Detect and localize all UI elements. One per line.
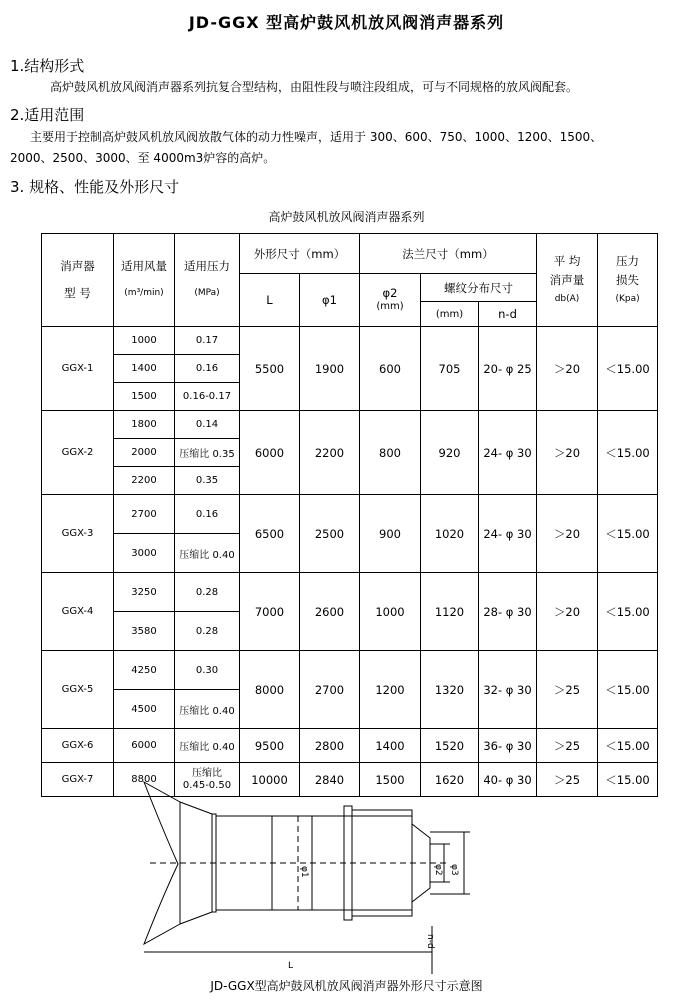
cell-pressure: 0.16 [175,355,240,383]
cell-flow: 2700 [114,495,175,534]
cell-nd: 40- φ 30 [479,763,537,797]
cell-pressure: 0.14 [175,411,240,439]
cell-pressure: 压缩比 0.45-0.50 [175,763,240,797]
document-title: JD-GGX 型高炉鼓风机放风阀消声器系列 [188,13,505,32]
cell-avg: ＞25 [537,729,598,763]
cell-flow: 4500 [114,690,175,729]
cell-flow: 6000 [114,729,175,763]
cell-pressure: 0.35 [175,467,240,495]
header-pressure-loss: 压力 损失 (Kpa) [598,234,658,327]
header-bolt-mm: (mm) [421,302,479,327]
section-1-heading: 1.结构形式 [10,57,85,75]
table-row [42,729,658,763]
cell-phi1: 2840 [300,763,360,797]
table-row [42,651,658,690]
cell-L: 8000 [240,651,300,729]
cell-flow: 3580 [114,612,175,651]
cell-loss: ＜15.00 [598,327,658,411]
cell-L: 10000 [240,763,300,797]
cell-phi1: 2200 [300,411,360,495]
cell-pressure: 0.30 [175,651,240,690]
cell-flow: 1000 [114,327,175,355]
cell-phi2: 600 [360,327,421,411]
cell-avg: ＞20 [537,411,598,495]
label-L: L [288,961,294,971]
diagram-caption: JD-GGX型高炉鼓风机放风阀消声器外形尺寸示意图 [210,979,483,993]
cell-loss: ＜15.00 [598,651,658,729]
cell-L: 9500 [240,729,300,763]
header-pressure: 适用压力 (MPa) [175,234,240,327]
cell-loss: ＜15.00 [598,495,658,573]
cell-L: 6000 [240,411,300,495]
cell-phi2: 1400 [360,729,421,763]
header-flange-dimensions: 法兰尺寸（mm） [360,234,537,274]
cell-avg: ＞25 [537,763,598,797]
cell-loss: ＜15.00 [598,411,658,495]
cell-flow: 3000 [114,534,175,573]
cell-flow: 2000 [114,439,175,467]
cell-nd: 24- φ 30 [479,495,537,573]
table-row [42,411,658,439]
cell-avg: ＞20 [537,573,598,651]
cell-model: GGX-1 [42,327,114,411]
header-phi2: φ2 (mm) [360,274,421,327]
cell-bolt: 1120 [421,573,479,651]
section-2-heading: 2.适用范围 [10,106,85,124]
cell-avg: ＞25 [537,651,598,729]
cell-phi1: 2600 [300,573,360,651]
cell-L: 5500 [240,327,300,411]
header-phi1: φ1 [300,274,360,327]
cell-pressure: 0.16-0.17 [175,383,240,411]
cell-phi2: 1500 [360,763,421,797]
cell-phi2: 1000 [360,573,421,651]
cell-phi1: 2800 [300,729,360,763]
cell-model: GGX-6 [42,729,114,763]
section-3-heading: 3. 规格、性能及外形尺寸 [10,178,180,196]
cell-L: 6500 [240,495,300,573]
cell-phi1: 2500 [300,495,360,573]
cell-flow: 2200 [114,467,175,495]
table-row [42,495,658,534]
cell-model: GGX-2 [42,411,114,495]
cell-pressure: 压缩比 0.40 [175,534,240,573]
cell-bolt: 1320 [421,651,479,729]
header-nd: n-d [479,302,537,327]
header-flow: 适用风量 (m³/min) [114,234,175,327]
label-phi3: φ3 [449,864,459,876]
cell-flow: 3250 [114,573,175,612]
section-2-text-line1: 主要用于控制高炉鼓风机放风阀放散气体的动力性噪声，适用于 300、600、750、1000、1200、1500、 [30,130,603,144]
cell-nd: 20- φ 25 [479,327,537,411]
table-row [42,327,658,355]
cell-pressure: 压缩比 0.40 [175,690,240,729]
cell-bolt: 1620 [421,763,479,797]
cell-bolt: 705 [421,327,479,411]
cell-nd: 36- φ 30 [479,729,537,763]
cell-pressure: 0.17 [175,327,240,355]
cell-loss: ＜15.00 [598,763,658,797]
header-avg-attenuation: 平 均 消声量 db(A) [537,234,598,327]
cell-L: 7000 [240,573,300,651]
cell-phi2: 900 [360,495,421,573]
cell-flow: 4250 [114,651,175,690]
cell-phi1: 2700 [300,651,360,729]
cell-model: GGX-3 [42,495,114,573]
label-phi2: φ2 [433,864,443,876]
table-caption: 高炉鼓风机放风阀消声器系列 [268,210,425,224]
cell-model: GGX-5 [42,651,114,729]
cell-bolt: 920 [421,411,479,495]
cell-nd: 24- φ 30 [479,411,537,495]
spec-table-body [42,327,658,797]
cell-phi2: 1200 [360,651,421,729]
spec-table [41,233,658,797]
cell-bolt: 1520 [421,729,479,763]
cell-avg: ＞20 [537,495,598,573]
cell-nd: 28- φ 30 [479,573,537,651]
section-2-text-line2: 2000、2500、3000、至 4000m3炉容的高炉。 [10,151,276,165]
label-nd: n-d [425,934,435,949]
cell-pressure: 0.28 [175,573,240,612]
header-outer-dimensions: 外形尺寸（mm） [240,234,360,274]
cell-pressure: 压缩比 0.40 [175,729,240,763]
cell-loss: ＜15.00 [598,729,658,763]
cell-loss: ＜15.00 [598,573,658,651]
cell-flow: 1800 [114,411,175,439]
cell-nd: 32- φ 30 [479,651,537,729]
cell-flow: 1500 [114,383,175,411]
cell-pressure: 0.16 [175,495,240,534]
cell-flow: 1400 [114,355,175,383]
cell-flow: 8800 [114,763,175,797]
cell-phi1: 1900 [300,327,360,411]
cell-phi2: 800 [360,411,421,495]
cell-pressure: 压缩比 0.35 [175,439,240,467]
cell-avg: ＞20 [537,327,598,411]
silencer-outline-drawing [130,776,530,976]
table-row [42,573,658,612]
header-model: 消声器 型 号 [42,234,114,327]
header-L: L [240,274,300,327]
section-1-text: 高炉鼓风机放风阀消声器系列抗复合型结构，由阻性段与喷注段组成，可与不同规格的放风阀配套。 [50,80,579,94]
header-bolt-distribution: 螺纹分布尺寸 [421,274,537,302]
cell-model: GGX-7 [42,763,114,797]
cell-bolt: 1020 [421,495,479,573]
cell-model: GGX-4 [42,573,114,651]
label-phi1: φ1 [299,866,309,878]
cell-pressure: 0.28 [175,612,240,651]
